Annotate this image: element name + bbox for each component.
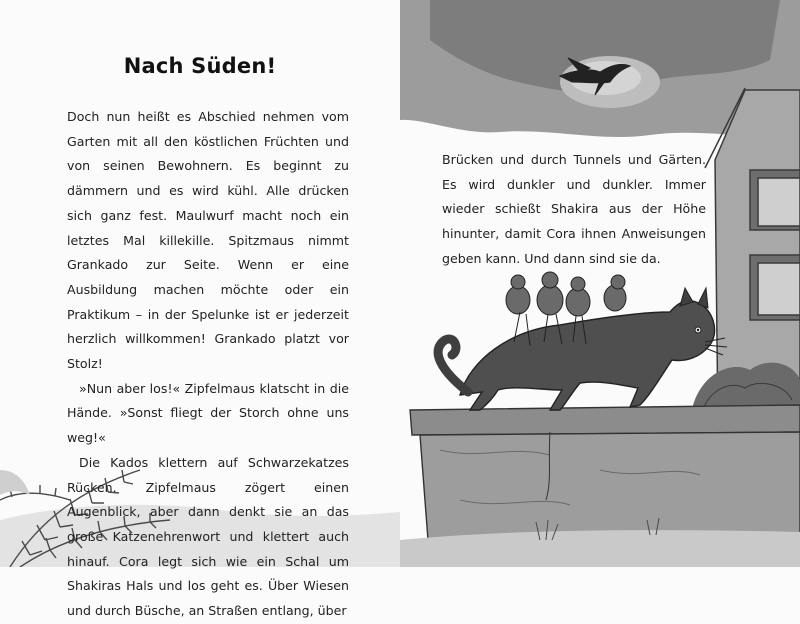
paragraph: Doch nun heißt es Abschied nehmen vom Garten mit all den köstlichen Früchten und von seinen Bewohnern. Es beginnt zu dämmern und es wird kühl. Alle drücken sich ganz fest. Maulwurf macht noch ein letztes Mal killekille. Spitzmaus nimmt Grankado zur Seite. Wenn er eine Ausbildung machen möchte oder ein Praktikum – in der Spelunke ist er jederzeit herzlich willkommen! Grankado platzt vor Stolz!	[67, 109, 349, 372]
left-page	[0, 0, 400, 619]
paragraph: Brücken und durch Tunnels und Gärten. Es wird dunkler und dunkler. Immer wieder schießt Shakira aus der Höhe hinunter, damit Cora ihnen Anweisungen geben kann. Und dann sind sie da.	[442, 152, 706, 266]
paragraph: »Nun aber los!« Zipfelmaus klatscht in die Hände. »Sonst fliegt der Storch ohne uns weg!«	[67, 380, 349, 446]
left-page-text	[67, 105, 349, 624]
right-page	[400, 0, 800, 567]
paragraph: Die Kados klettern auf Schwarzekatzes Rücken. Zipfelmaus zögert einen Augenblick, aber dann denkt sie an das große Katzenehrenwort und klettert auch hinauf. Cora legt sich wie ein Schal um Shakiras Hals und los geht es. Über Wiesen und durch Büsche, an Straßen entlang, über	[67, 454, 349, 619]
right-page-text	[442, 148, 706, 272]
chapter-title: Nach Süden!	[123, 54, 277, 78]
cat-walking-on-wall-illustration	[400, 0, 800, 567]
